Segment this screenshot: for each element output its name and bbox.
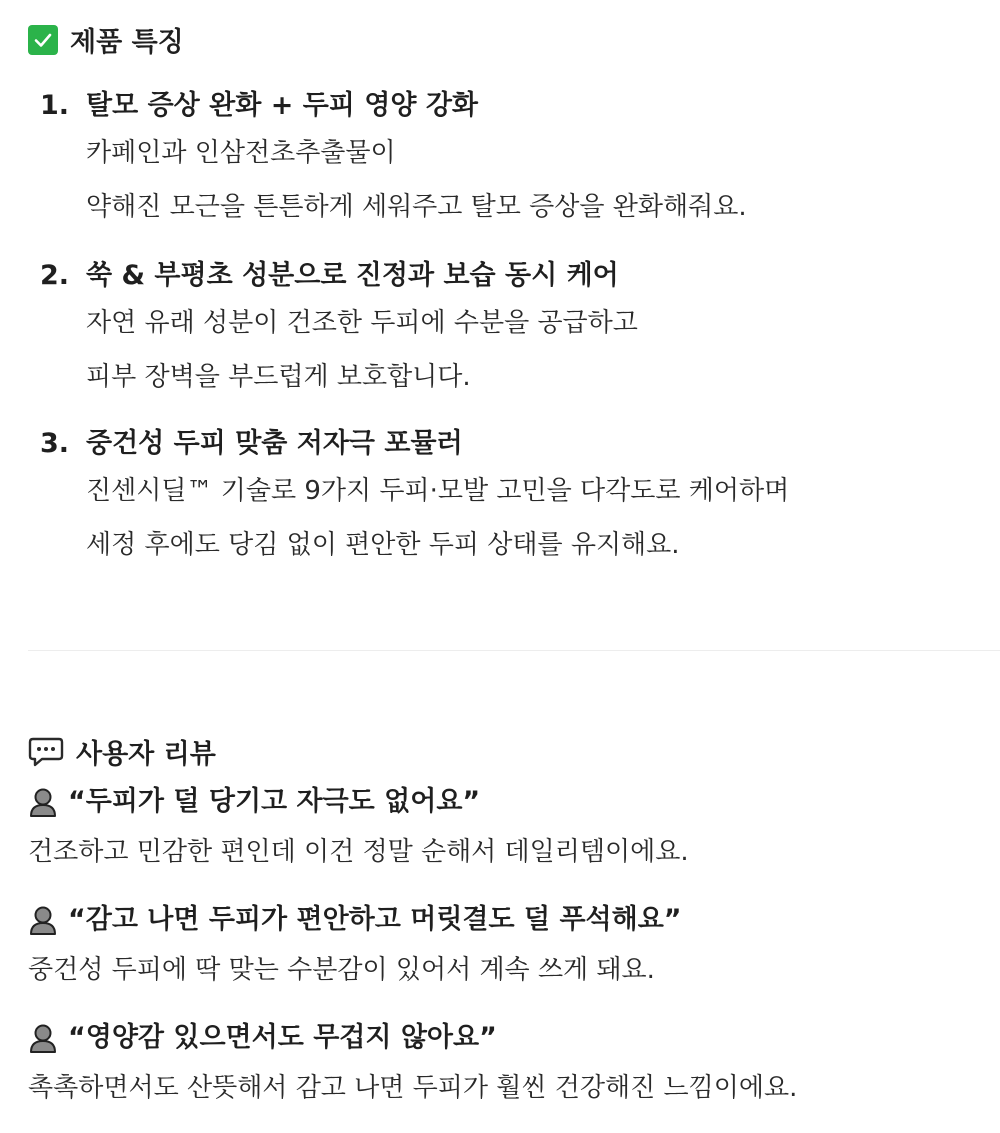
review-quote-text: “영양감 있으면서도 무겁지 않아요” <box>68 1022 497 1053</box>
person-icon <box>28 786 58 818</box>
review-item <box>28 1018 988 1114</box>
feature-description-line: 진센시딜™ 기술로 9가지 두피·모발 고민을 다각도로 케어하며 <box>86 476 790 506</box>
review-quote <box>28 900 988 940</box>
feature-description-line: 약해진 모근을 튼튼하게 세워주고 탈모 증상을 완화해줘요. <box>86 192 747 222</box>
feature-number: 1. <box>40 90 70 121</box>
review-quote-text: “두피가 덜 당기고 자극도 없어요” <box>68 786 481 817</box>
feature-description-line: 세정 후에도 당김 없이 편안한 두피 상태를 유지해요. <box>86 530 680 560</box>
feature-title <box>40 256 980 296</box>
review-quote <box>28 782 988 822</box>
feature-item <box>40 86 980 234</box>
feature-description-line: 카페인과 인삼전초추출물이 <box>86 138 396 168</box>
reviews-heading <box>28 732 216 771</box>
feature-title-text: 탈모 증상 완화 + 두피 영양 강화 <box>86 90 479 121</box>
section-divider <box>28 650 1000 651</box>
check-mark-icon <box>28 25 58 55</box>
person-icon <box>28 904 58 936</box>
feature-title-text: 쑥 & 부평초 성분으로 진정과 보습 동시 케어 <box>86 260 619 291</box>
person-icon <box>28 1022 58 1054</box>
feature-item <box>40 424 980 572</box>
features-heading-text: 제품 특징 <box>70 27 184 58</box>
review-body: 건조하고 민감한 편인데 이건 정말 순해서 데일리템이에요. <box>28 837 689 867</box>
feature-description-line: 피부 장벽을 부드럽게 보호합니다. <box>86 362 471 392</box>
reviews-heading-text: 사용자 리뷰 <box>76 739 216 770</box>
feature-number: 3. <box>40 428 70 459</box>
feature-description-line: 자연 유래 성분이 건조한 두피에 수분을 공급하고 <box>86 308 638 338</box>
feature-title <box>40 86 980 126</box>
speech-bubble-icon <box>28 736 64 768</box>
feature-title-text: 중건성 두피 맞춤 저자극 포뮬러 <box>86 428 463 459</box>
feature-number: 2. <box>40 260 70 291</box>
review-item <box>28 782 988 878</box>
review-quote <box>28 1018 988 1058</box>
feature-title <box>40 424 980 464</box>
review-item <box>28 900 988 996</box>
review-body: 촉촉하면서도 산뜻해서 감고 나면 두피가 훨씬 건강해진 느낌이에요. <box>28 1073 798 1103</box>
review-quote-text: “감고 나면 두피가 편안하고 머릿결도 덜 푸석해요” <box>68 904 682 935</box>
feature-item <box>40 256 980 404</box>
review-body: 중건성 두피에 딱 맞는 수분감이 있어서 계속 쓰게 돼요. <box>28 955 655 985</box>
features-heading <box>28 20 184 59</box>
